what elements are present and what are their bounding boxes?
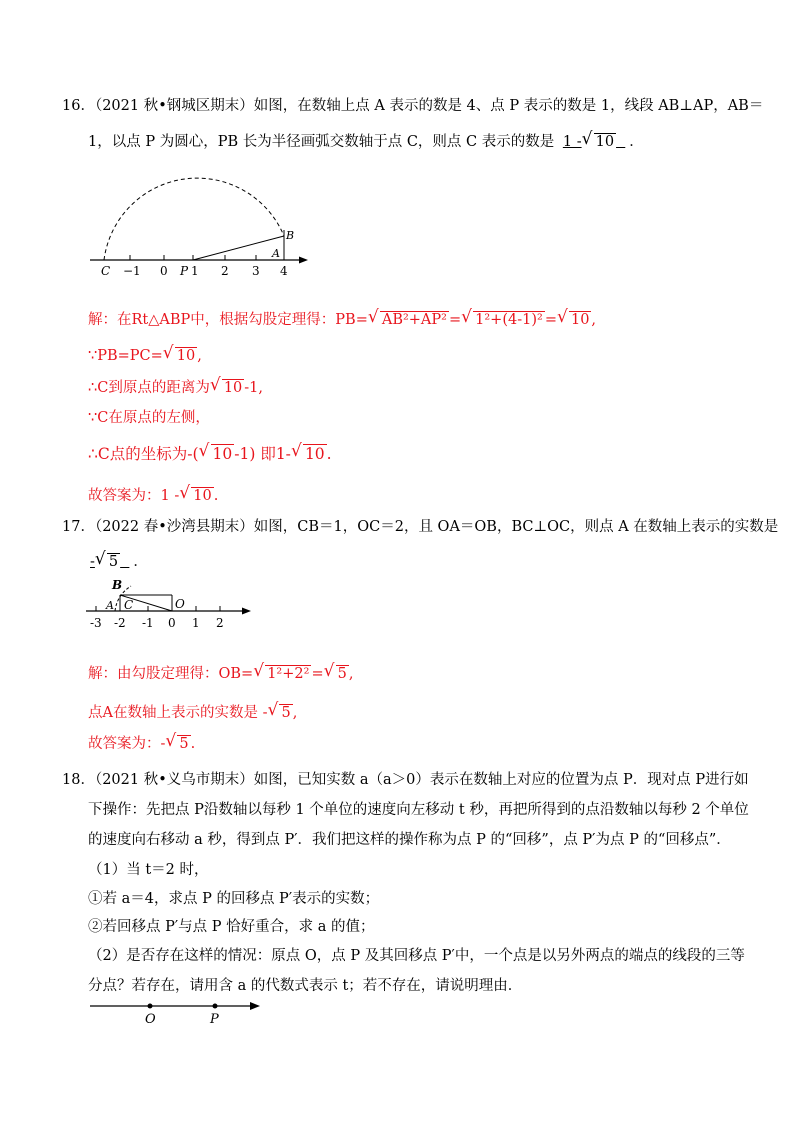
q17-solution-line2: 点A在数轴上表示的实数是 -√ 5 ,	[88, 703, 297, 723]
q16-solution-line3: ∴C到原点的距离为√ 10 -1,	[88, 378, 263, 398]
q17-label-b: B	[112, 578, 123, 592]
q16-label-0: 0	[160, 264, 168, 278]
q17-arrowhead	[242, 608, 251, 615]
q17-final-answer: 故答案为：-√ 5 .	[88, 734, 195, 754]
q18-label-p: P	[210, 1012, 219, 1027]
q17-label-minus2: -2	[114, 616, 126, 630]
q16-answer	[559, 134, 629, 150]
q16-answer-prefix: 1 -	[562, 134, 582, 150]
q17-answer: -√ 5	[88, 554, 133, 570]
q18-line2: 下操作：先把点 P沿数轴以每秒 1 个单位的速度向左移动 t 秒，再把所得到的点沿数轴以每秒 2 个单位	[88, 802, 749, 818]
q16-label-c: C	[101, 264, 111, 278]
q17-line1: 17．（2022 春•沙湾县期末）如图，CB＝1，OC＝2，且 OA＝OB，BC⊥OC，则点 A 在数轴上表示的实数是	[62, 519, 779, 535]
q17-line2: -√ 5 ．	[88, 552, 148, 572]
q16-arrowhead	[299, 257, 308, 264]
q17-label-minus3: -3	[90, 616, 102, 630]
q17-label-2: 2	[216, 616, 224, 630]
q16-line2	[88, 132, 644, 152]
q18-line3: 的速度向右移动 a 秒，得到点 P′．我们把这样的操作称为点 P 的“回移”，点 P′为点 P 的“回移点”．	[88, 832, 731, 848]
q18-point-o	[148, 1004, 153, 1009]
q16-line1: 16．（2021 秋•钢城区期末）如图，在数轴上点 A 表示的数是 4、点 P 表示的数是 1，线段 AB⊥AP，AB＝	[62, 98, 764, 114]
q16-answer-radical: √ 10	[582, 132, 616, 152]
q16-label-2: 2	[221, 264, 229, 278]
q18-figure	[88, 994, 268, 1030]
q16-solution-line1: 解：在Rt△ABP中，根据勾股定理得：PB=√ AB²+AP² =√ 1²+(4-1)² =√ 10 ,	[88, 310, 596, 330]
q16-label-1: 1	[191, 264, 199, 278]
q17-label-minus1: -1	[142, 616, 154, 630]
q16-final-answer: 故答案为：1 -√ 10 .	[88, 486, 218, 506]
q18-point-p	[213, 1004, 218, 1009]
q18-line6: ②若回移点 P′与点 P 恰好重合，求 a 的值；	[88, 919, 375, 935]
q16-label-b: B	[286, 229, 295, 242]
q16-figure	[88, 160, 318, 280]
q18-line5: ①若 a＝4，求点 P 的回移点 P′表示的实数；	[88, 891, 380, 907]
q18-line8: 分点？若存在，请用含 a 的代数式表示 t；若不存在，请说明理由．	[88, 978, 523, 994]
q16-solution-line2: ∵PB=PC=√ 10 ,	[88, 346, 202, 366]
q18-line1: 18．（2021 秋•义乌市期末）如图，已知实数 a（a＞0）表示在数轴上对应的位置为点 P．现对点 P进行如	[62, 772, 749, 788]
q18-label-o: O	[145, 1012, 156, 1027]
q17-label-1: 1	[192, 616, 200, 630]
q18-line4: （1）当 t＝2 时，	[88, 862, 209, 878]
q16-segment-pb	[193, 236, 284, 260]
q17-label-0: 0	[168, 616, 176, 630]
q16-label-minus1: −1	[123, 264, 141, 278]
q17-label-c: C	[124, 598, 134, 612]
q16-label-3: 3	[252, 264, 260, 278]
q16-label-p: P	[180, 264, 189, 278]
q16-solution-line4: ∵C在原点的左侧，	[88, 410, 210, 426]
q18-line7: （2）是否存在这样的情况：原点 O，点 P 及其回移点 P′中，一个点是以另外两点的端点的线段的三等	[88, 948, 745, 964]
q17-solution-line1: 解：由勾股定理得：OB=√ 1²+2² =√ 5 ,	[88, 664, 353, 684]
q16-label-4: 4	[280, 264, 288, 278]
q17-label-a: A	[106, 599, 114, 612]
q17-figure	[84, 573, 254, 635]
q16-solution-line5: ∴C点的坐标为-(√ 10 -1) 即1-√ 10 .	[88, 444, 332, 464]
q18-arrowhead	[250, 1002, 260, 1010]
q16-line2-text: 1，以点 P 为圆心，PB 长为半径画弧交数轴于点 C，则点 C 表示的数是	[88, 134, 555, 150]
q17-label-o: O	[175, 597, 185, 611]
q16-arc	[104, 178, 284, 260]
q16-line2-suffix: ．	[629, 134, 644, 150]
q16-label-a: A	[272, 247, 280, 260]
